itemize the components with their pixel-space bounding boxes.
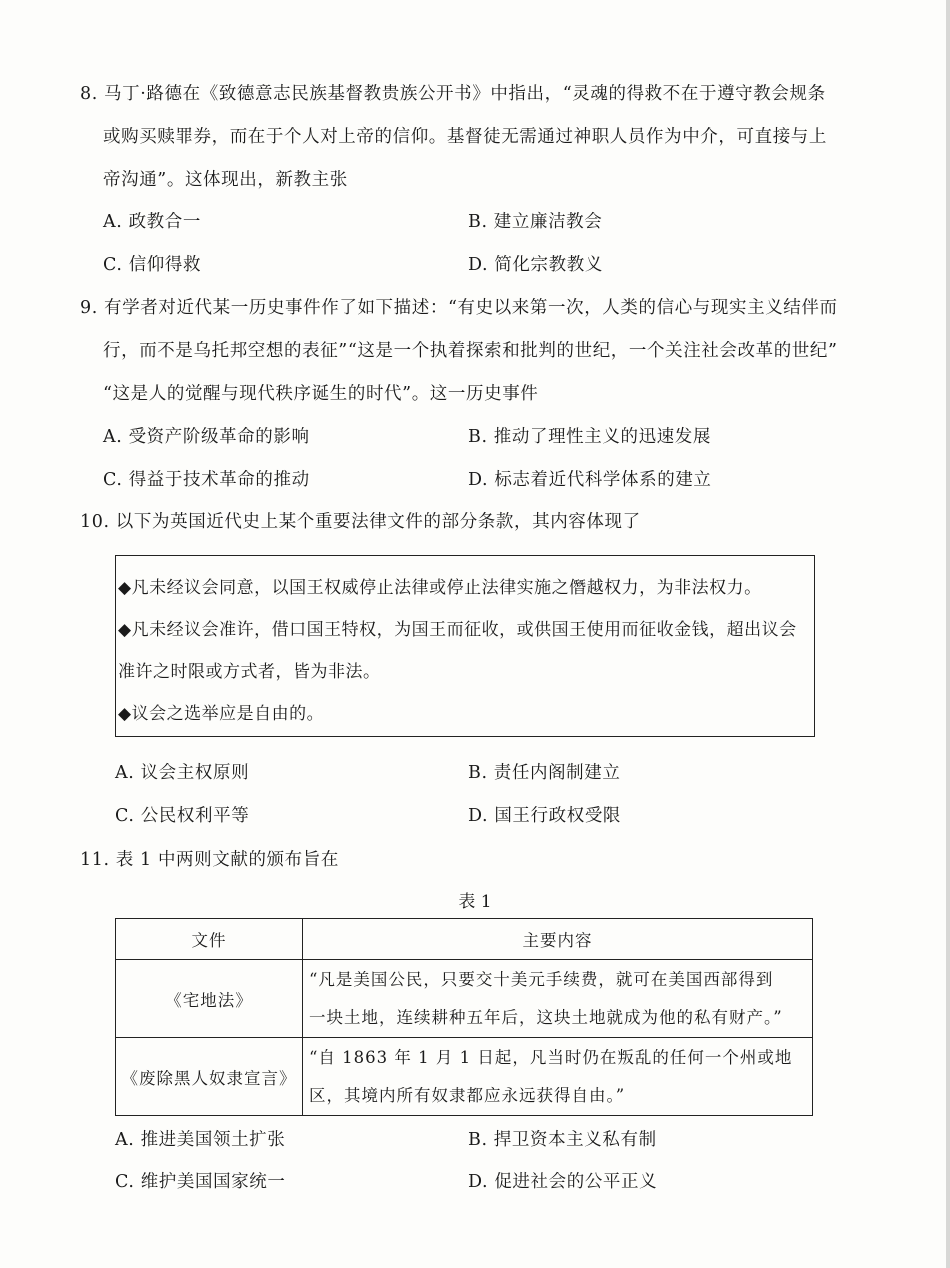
q8-stem-line-1: 8. 马丁·路德在《致德意志民族基督教贵族公开书》中指出，“灵魂的得救不在于遵守教会规条 (80, 84, 826, 104)
q9-option-d[interactable]: D. 标志着近代科学体系的建立 (468, 470, 712, 490)
q11-option-d[interactable]: D. 促进社会的公平正义 (468, 1172, 658, 1192)
table-cell-content (303, 960, 813, 1038)
content-line: “自 1863 年 1 月 1 日起，凡当时仍在叛乱的任何一个州或地 (309, 1047, 793, 1067)
q10-box-line-1: ◆凡未经议会同意，以国王权威停止法律或停止法律实施之僭越权力，为非法权力。 (118, 578, 762, 598)
content-line: 区，其境内所有奴隶都应永远获得自由。” (309, 1085, 626, 1105)
q8-option-b[interactable]: B. 建立廉洁教会 (468, 212, 603, 232)
q10-source-box (115, 555, 815, 737)
q9-stem-line-3: “这是人的觉醒与现代秩序诞生的时代”。这一历史事件 (103, 384, 539, 404)
q9-stem-line-1: 9. 有学者对近代某一历史事件作了如下描述：“有史以来第一次，人类的信心与现实主义结伴而 (80, 298, 838, 318)
table-caption: 表 1 (458, 892, 492, 912)
table-header-doc: 文件 (116, 919, 303, 960)
q11-option-b[interactable]: B. 捍卫资本主义私有制 (468, 1130, 657, 1150)
q10-box-line-4: ◆议会之选举应是自由的。 (118, 704, 325, 724)
table-row (116, 960, 813, 1038)
table-row (116, 1038, 813, 1116)
q10-box-line-3: 准许之时限或方式者，皆为非法。 (118, 662, 381, 682)
q10-option-b[interactable]: B. 责任内阁制建立 (468, 763, 621, 783)
q9-option-a[interactable]: A. 受资产阶级革命的影响 (103, 427, 310, 447)
table-header-row (116, 919, 813, 960)
content-line: “凡是美国公民，只要交十美元手续费，就可在美国西部得到 (309, 969, 774, 989)
q10-stem: 10. 以下为英国近代史上某个重要法律文件的部分条款，其内容体现了 (80, 512, 641, 532)
q9-stem-line-2: 行，而不是乌托邦空想的表征”“这是一个执着探索和批判的世纪，一个关注社会改革的世纪” (103, 341, 838, 361)
table-cell-doc: 《废除黑人奴隶宣言》 (116, 1038, 303, 1116)
table-cell-doc: 《宅地法》 (116, 960, 303, 1038)
q10-option-d[interactable]: D. 国王行政权受限 (468, 806, 622, 826)
q11-stem: 11. 表 1 中两则文献的颁布旨在 (80, 850, 339, 870)
table-cell-content (303, 1038, 813, 1116)
content-line: 一块土地，连续耕种五年后，这块土地就成为他的私有财产。” (309, 1007, 783, 1027)
q8-option-c[interactable]: C. 信仰得救 (103, 255, 202, 275)
q8-stem-line-3: 帝沟通”。这体现出，新教主张 (103, 170, 348, 190)
q8-stem-line-2: 或购买赎罪券，而在于个人对上帝的信仰。基督徒无需通过神职人员作为中介，可直接与上 (103, 127, 827, 147)
q11-option-c[interactable]: C. 维护美国国家统一 (115, 1172, 286, 1192)
q9-option-c[interactable]: C. 得益于技术革命的推动 (103, 470, 310, 490)
q11-option-a[interactable]: A. 推进美国领土扩张 (115, 1130, 286, 1150)
q8-option-a[interactable]: A. 政教合一 (103, 212, 201, 232)
q10-option-c[interactable]: C. 公民权利平等 (115, 806, 250, 826)
q8-option-d[interactable]: D. 简化宗教教义 (468, 255, 603, 275)
q10-box-line-2: ◆凡未经议会准许，借口国王特权，为国王而征收，或供国王使用而征收金钱，超出议会 (118, 620, 797, 640)
document-table (115, 918, 813, 1116)
scan-edge (946, 0, 950, 1268)
q10-option-a[interactable]: A. 议会主权原则 (115, 763, 250, 783)
q9-option-b[interactable]: B. 推动了理性主义的迅速发展 (468, 427, 711, 447)
table-header-content: 主要内容 (303, 919, 813, 960)
